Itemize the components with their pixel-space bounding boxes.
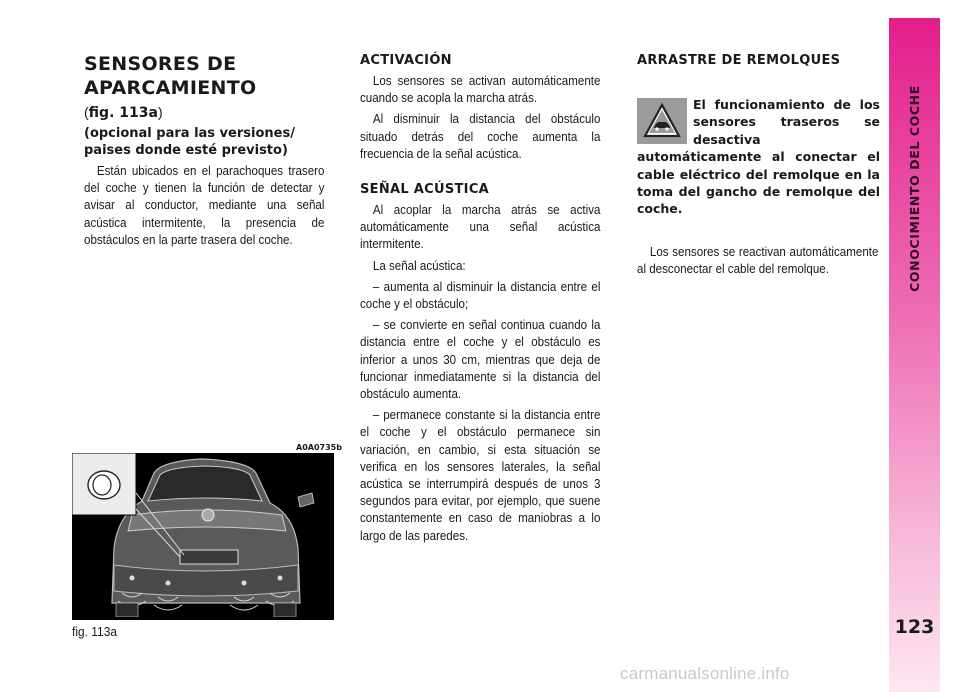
column-trailer-towing [637,52,880,278]
activation-paragraph-2: Al disminuir la distancia del obstáculo situado detrás del coche aumenta la frecuencia de la señal acústica. [360,112,601,161]
acoustic-paragraph-2: La señal acústica: [372,258,466,273]
acoustic-paragraph-4: – se convierte en señal continua cuando la distancia entre el coche y el obstáculo es inferior a unos 30 cm, mientras que deja de funcionar inmediatamente si la distancia del obstáculo aumenta. [360,318,601,402]
intro-paragraph: Están ubicados en el parachoques trasero del coche y tienen la función de detectar y avisar al conductor, mediante una señal acústica intermitente, la presencia de obstáculos en la parte trasera del coche. [84,164,325,247]
optional-note: (opcional para las versiones/ paises donde esté previsto) [84,126,295,158]
column-parking-sensors [84,52,326,249]
car-rear-image [72,453,334,620]
section-title: SENSORES DE APARCAMIENTO [84,53,257,99]
acoustic-signal-heading: SEÑAL ACÚSTICA [360,182,490,198]
activation-heading: ACTIVACIÓN [360,53,452,68]
warning-text: El funcionamiento de los sensores traseros se desactiva automáticamente al conectar el cable eléctrico del remolque en la toma del gancho de remolque del coche. [637,97,880,217]
reactivation-paragraph: Los sensores se reactivan automáticamente al desconectar el cable del remolque. [637,244,879,277]
activation-paragraph-1: Los sensores se activan automáticamente cuando se acopla la marcha atrás. [360,74,601,106]
page-number: 123 [894,616,935,638]
trailer-heading: ARRASTRE DE REMOLQUES [637,53,841,68]
chapter-sidebar [889,18,940,692]
acoustic-paragraph-1: Al acoplar la marcha atrás se activa automáticamente una señal acústica intermitente. [360,203,601,252]
figure-code: A0A0735b [296,443,342,452]
acoustic-paragraph-5: – permanece constante si la distancia entre el coche y el obstáculo permanece sin variación, en cambio, si esta situación se verifica en los sensores laterales, la señal acústica se interrumpirá después de unos 3 segundos para evitar, por ejemplo, que suene constantemente en caso de maniobras a lo largo de las paredes. [360,408,601,543]
figure-reference: (fig. 113a) [84,104,163,121]
acoustic-paragraph-3: – aumenta al disminuir la distancia entre el coche y el obstáculo; [360,279,601,312]
warning-block [637,96,880,218]
rear-car-illustration [72,453,334,620]
column-activation [360,52,602,545]
watermark: carmanualsonline.info [620,664,790,683]
figure-caption: fig. 113a [72,624,118,639]
chapter-title: CONOCIMIENTO DEL COCHE [907,84,922,292]
trailer-warning-icon [637,98,687,144]
